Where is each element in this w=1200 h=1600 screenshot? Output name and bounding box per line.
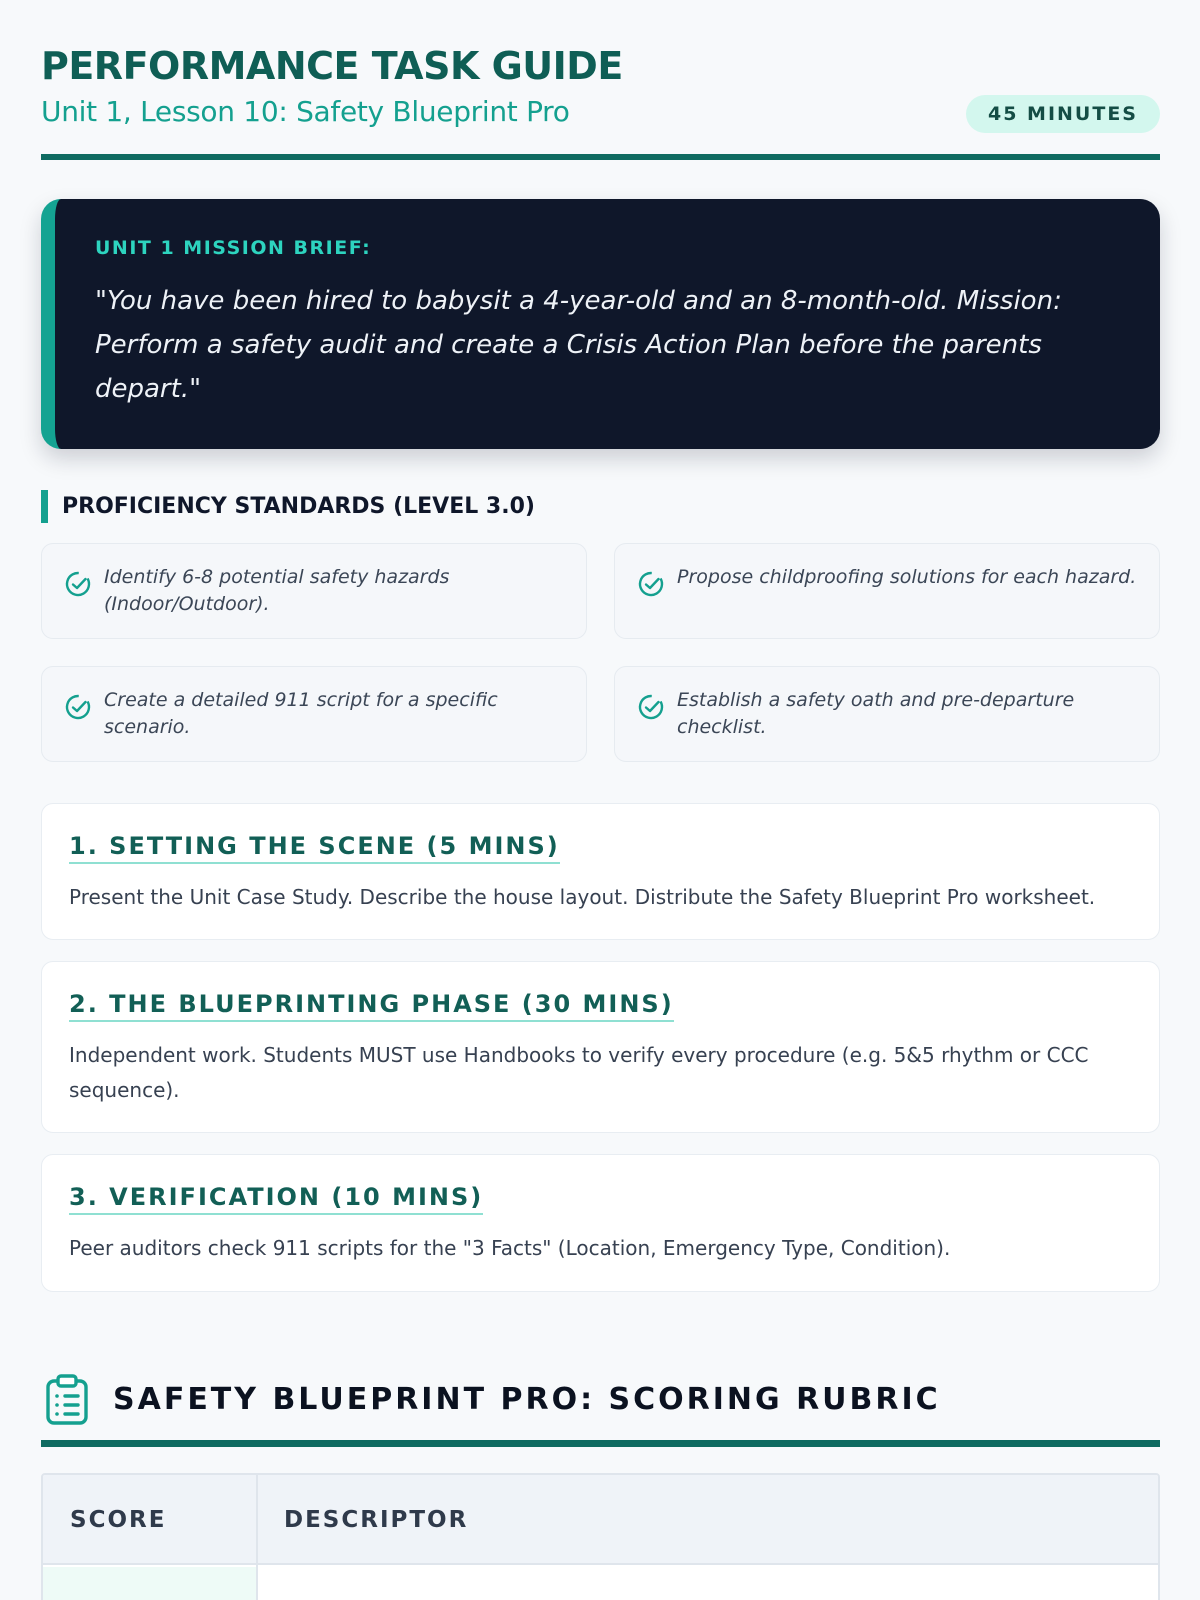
page-header (41, 0, 1160, 160)
step-description: Independent work. Students MUST use Handbooks to verify every procedure (e.g. 5&5 rhythm or CCC sequence). (69, 1043, 1089, 1102)
step-card-verification (41, 1154, 1160, 1292)
step-card-blueprinting-phase (41, 961, 1160, 1133)
standard-text: Create a detailed 911 script for a specific scenario. (104, 689, 498, 738)
clipboard-list-icon (45, 1374, 89, 1426)
standard-card (614, 543, 1160, 639)
page-title: PERFORMANCE TASK GUIDE (41, 44, 623, 88)
check-circle-icon (64, 693, 92, 721)
standard-text: Identify 6-8 potential safety hazards (Indoor/Outdoor). (104, 566, 450, 615)
check-circle-icon (637, 693, 665, 721)
mission-brief-label: UNIT 1 MISSION BRIEF: (95, 237, 372, 259)
scoring-rubric-table (41, 1473, 1160, 1600)
step-description: Present the Unit Case Study. Describe the house layout. Distribute the Safety Blueprint Pro worksheet. (69, 885, 1096, 909)
step-title: 1. SETTING THE SCENE (5 MINS) (69, 832, 560, 864)
column-header-descriptor: DESCRIPTOR (284, 1507, 469, 1533)
table-header-row (43, 1475, 1158, 1565)
step-title: 3. VERIFICATION (10 MINS) (69, 1183, 483, 1215)
mission-brief-quote: "You have been hired to babysit a 4-year-old and an 8-month-old. Mission: Perform a safety audit and create a Crisis Action Plan before the parents depart." (95, 286, 1062, 404)
check-circle-icon (64, 570, 92, 598)
standard-text: Establish a safety oath and pre-departure checklist. (677, 689, 1075, 738)
duration-badge: 45 MINUTES (966, 95, 1160, 133)
standard-card (41, 543, 587, 639)
proficiency-standards-heading: PROFICIENCY STANDARDS (LEVEL 3.0) (41, 490, 535, 523)
performance-task-guide-page (41, 0, 1160, 1533)
standard-card (614, 666, 1160, 762)
scoring-rubric-heading (41, 1370, 1160, 1447)
standard-card (41, 666, 587, 762)
step-title: 2. THE BLUEPRINTING PHASE (30 MINS) (69, 990, 674, 1022)
column-divider (256, 1475, 258, 1600)
lesson-subtitle: Unit 1, Lesson 10: Safety Blueprint Pro (41, 95, 570, 128)
check-circle-icon (637, 570, 665, 598)
rubric-title: SAFETY BLUEPRINT PRO: SCORING RUBRIC (113, 1382, 941, 1417)
table-row-score-cell (43, 1567, 256, 1600)
standard-text: Propose childproofing solutions for each hazard. (677, 566, 1137, 588)
mission-brief-card (41, 199, 1160, 449)
step-description: Peer auditors check 911 scripts for the "3 Facts" (Location, Emergency Type, Condition). (69, 1236, 951, 1260)
column-header-score: SCORE (70, 1507, 167, 1533)
step-card-setting-the-scene (41, 803, 1160, 940)
